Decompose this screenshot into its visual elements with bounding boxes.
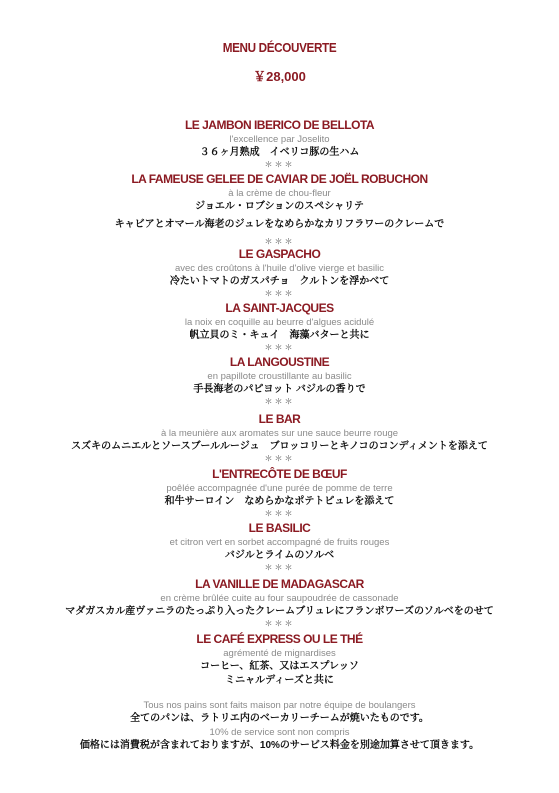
course-description-jp: マダガスカル産ヴァニラのたっぷり入ったクレームブリュレにフランボワーズのソルベをのせて	[65, 606, 494, 617]
course-separator: ＊＊＊	[264, 454, 295, 463]
course-separator: ＊＊＊	[264, 237, 295, 246]
course-item	[0, 632, 559, 688]
course-item	[0, 521, 559, 572]
course-item	[0, 412, 559, 463]
course-description-fr: en papillote croustillante au basilic	[207, 371, 352, 382]
course-description-jp: バジルとライムのソルベ	[224, 550, 335, 561]
course-name: LA FAMEUSE GELEE DE CAVIAR DE JOËL ROBUCHON	[131, 172, 428, 186]
course-description-fr: la noix en coquille au beurre d'algues acidulé	[184, 317, 375, 328]
course-separator: ＊＊＊	[264, 619, 295, 628]
course-name: LE JAMBON IBERICO DE BELLOTA	[184, 118, 375, 132]
course-description-fr: poêlée accompagnée d'une purée de pomme de terre	[166, 483, 393, 494]
course-item	[0, 301, 559, 352]
menu-title: MENU DÉCOUVERTE	[222, 40, 337, 55]
course-description-jp: 和牛サーロイン なめらかなポテトピュレを添えて	[164, 496, 395, 507]
bread-note-jp: 全てのパンは、ラトリエ内のベーカリーチームが焼いたものです。	[130, 713, 429, 724]
course-separator: ＊＊＊	[264, 509, 295, 518]
course-separator: ＊＊＊	[264, 289, 295, 298]
course-description-jp: ジョエル・ロブションのスペシャリテ	[195, 201, 364, 212]
course-description-fr: avec des croûtons à l'huile d'olive vierge et basilic	[174, 263, 385, 274]
course-separator: ＊＊＊	[264, 343, 295, 352]
course-item	[0, 577, 559, 628]
course-description-fr: en crème brûlée cuite au four saupoudrée de cassonade	[160, 593, 399, 604]
course-description-fr: et citron vert en sorbet accompagné de fruits rouges	[169, 537, 390, 548]
course-description-fr: à la crème de chou-fleur	[228, 188, 331, 199]
course-item	[0, 172, 559, 246]
service-note-fr: 10% de service sont non compris	[209, 727, 350, 738]
service-note-jp: 価格には消費税が含まれておりますが、10%のサービス料金を別途加算させて頂きます。	[79, 740, 480, 751]
course-name: LA SAINT-JACQUES	[225, 301, 334, 315]
course-separator: ＊＊＊	[264, 160, 295, 169]
course-item	[0, 355, 559, 406]
course-description-jp: 手長海老のパピヨット バジルの香りで	[193, 384, 366, 395]
course-description-jp: ３６ヶ月熟成 イベリコ豚の生ハム	[199, 147, 360, 158]
course-description-jp: 帆立貝のミ・キュイ 海藻バターと共に	[189, 330, 370, 341]
menu-footer	[0, 699, 559, 753]
course-name: LE BAR	[258, 412, 301, 426]
course-item	[0, 467, 559, 518]
course-name: LA VANILLE DE MADAGASCAR	[195, 577, 364, 591]
course-name: LA LANGOUSTINE	[229, 355, 330, 369]
course-description-jp: コーヒー、紅茶、又はエスプレッソ	[200, 661, 359, 672]
course-item	[0, 118, 559, 169]
course-separator: ＊＊＊	[264, 563, 295, 572]
course-description-fr: l'excellence par Joselito	[229, 134, 330, 145]
menu-price: ￥28,000	[253, 69, 306, 84]
course-name: LE CAFÉ EXPRESS OU LE THÉ	[196, 632, 363, 646]
course-description-fr: à la meunière aux aromates sur une sauce beurre rouge	[160, 428, 399, 439]
course-description-jp-2: キャビアとオマール海老のジュレをなめらかなカリフラワーのクレームで	[114, 219, 445, 230]
bread-note-fr: Tous nos pains sont faits maison par notre équipe de boulangers	[143, 700, 416, 711]
course-description-fr: agrémenté de mignardises	[223, 648, 336, 659]
course-description-jp: スズキのムニエルとソースブールルージュ ブロッコリーとキノコのコンディメントを添えて	[71, 441, 488, 452]
course-name: LE BASILIC	[248, 521, 311, 535]
course-description-jp: 冷たいトマトのガスパチョ クルトンを浮かべて	[169, 276, 390, 287]
course-description-jp-2: ミニャルディーズと共に	[225, 675, 334, 686]
course-name: L'ENTRECÔTE DE BŒUF	[212, 467, 347, 481]
course-item	[0, 247, 559, 298]
course-separator: ＊＊＊	[264, 397, 295, 406]
course-name: LE GASPACHO	[238, 247, 321, 261]
